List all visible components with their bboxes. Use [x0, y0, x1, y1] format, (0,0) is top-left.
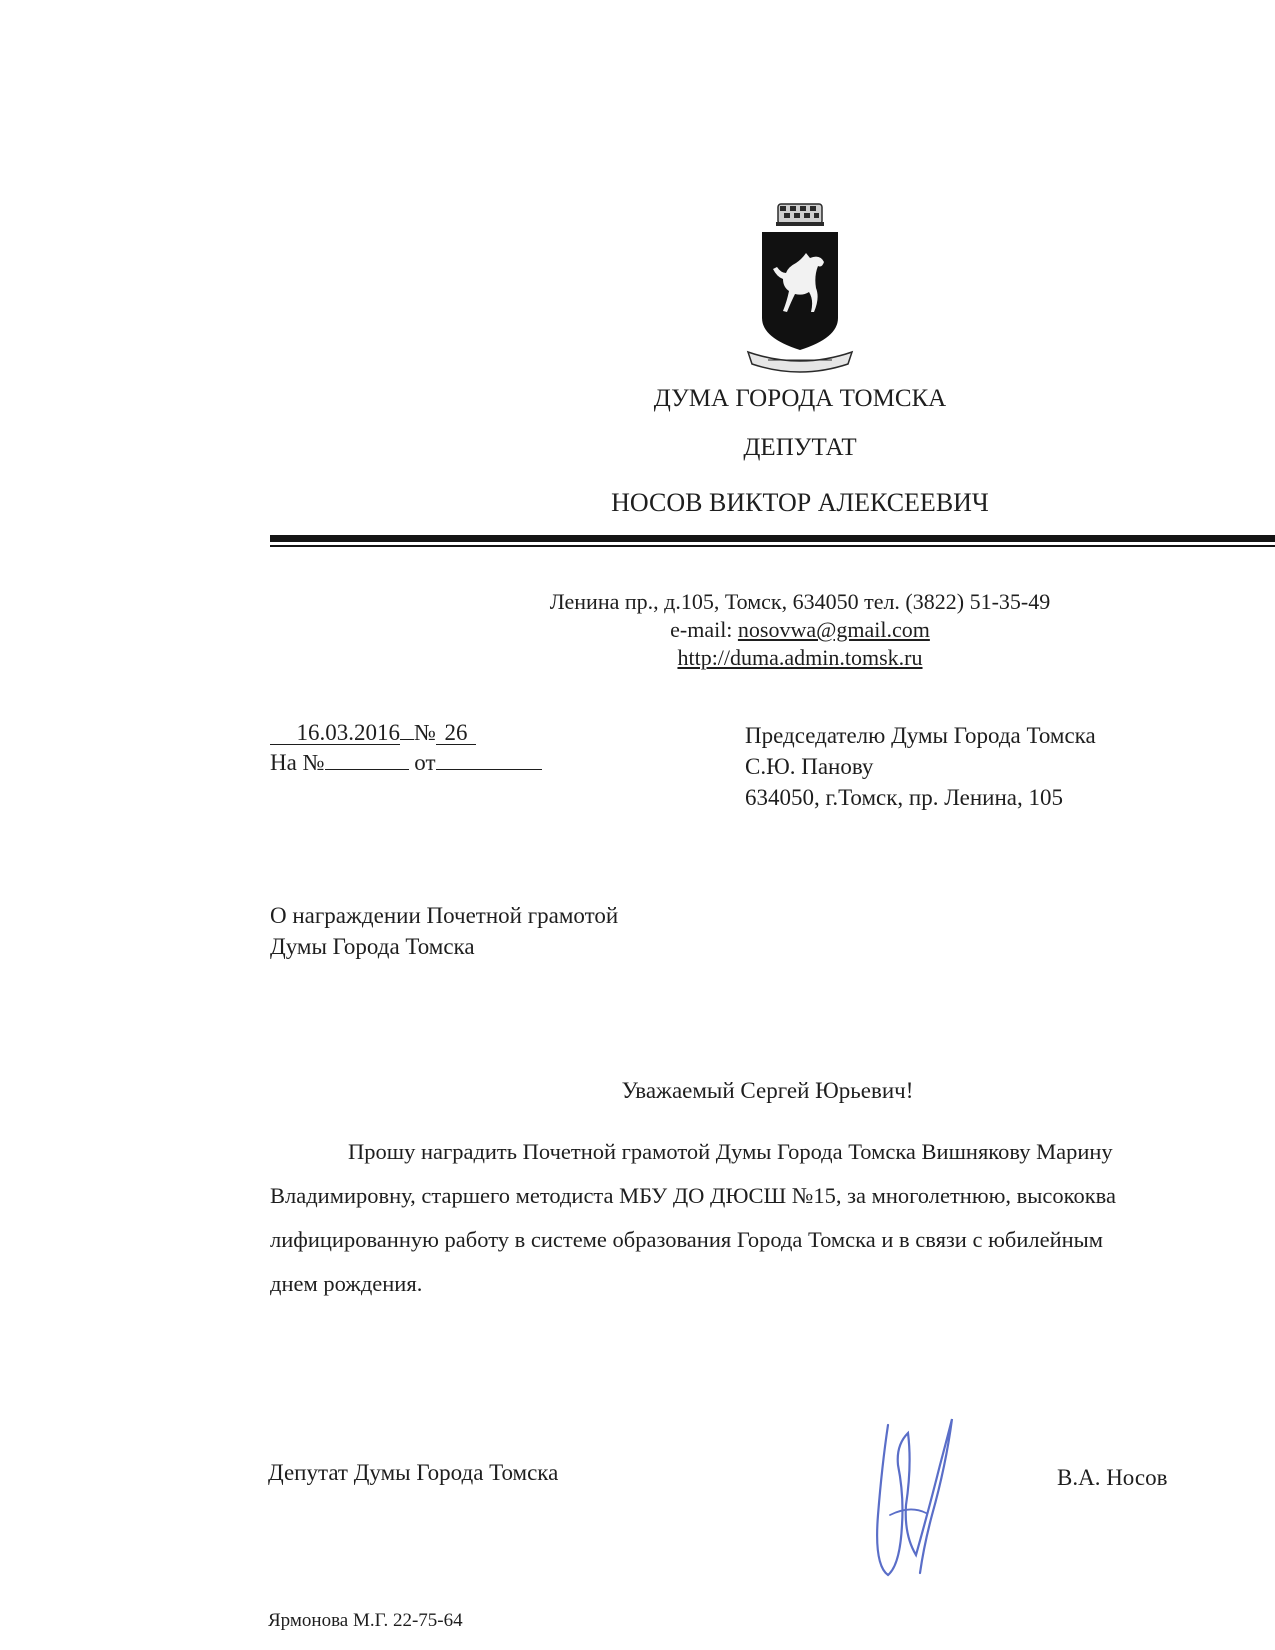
subject-block	[270, 900, 618, 962]
recipient-name: С.Ю. Панову	[745, 754, 874, 779]
executor-note: Ярмонова М.Г. 22-75-64	[268, 1610, 463, 1631]
handwritten-signature-icon	[860, 1405, 970, 1580]
position-title: ДЕПУТАТ	[743, 434, 857, 461]
letter-body	[270, 1130, 1275, 1306]
tomsk-coat-of-arms-icon	[740, 200, 860, 378]
body-line: Владимировну, старшего методиста МБУ ДО ДЮСШ №15, за многолетнюю, высококва	[270, 1183, 1116, 1208]
recipient-address: 634050, г.Томск, пр. Ленина, 105	[745, 785, 1064, 810]
subject-line-1: О награждении Почетной грамотой	[270, 903, 619, 928]
signer-name: В.А. Носов	[1057, 1465, 1168, 1490]
subject-line-2: Думы Города Томска	[270, 934, 475, 959]
email-label: e-mail:	[670, 617, 738, 642]
address-line: Ленина пр., д.105, Томск, 634050 тел. (3822) 51-35-49	[549, 589, 1051, 614]
salutation: Уважаемый Сергей Юрьевич!	[621, 1078, 914, 1103]
deputy-name: НОСОВ ВИКТОР АЛЕКСЕЕВИЧ	[611, 488, 989, 517]
body-line: днем рождения.	[270, 1271, 423, 1296]
registration-block	[270, 718, 542, 778]
website-link[interactable]: http://duma.admin.tomsk.ru	[677, 645, 923, 670]
recipient-title: Председателю Думы Города Томска	[745, 723, 1096, 748]
recipient-block	[745, 720, 1096, 813]
from-label: от	[414, 750, 436, 775]
letter-number: 26	[436, 722, 476, 745]
body-line: лифицированную работу в системе образования Города Томска и в связи с юбилейным	[270, 1227, 1104, 1252]
number-label: №	[414, 720, 436, 745]
signatory-title: Депутат Думы Города Томска	[268, 1460, 559, 1485]
email-link[interactable]: nosovwa@gmail.com	[737, 617, 930, 642]
letter-date: 16.03.2016	[270, 722, 400, 745]
body-line: Прошу наградить Почетной грамотой Думы Города Томска Вишнякову Марину	[348, 1139, 1113, 1164]
organization-title: ДУМА ГОРОДА ТОМСКА	[653, 385, 947, 412]
contact-block	[470, 588, 1130, 672]
email-line	[470, 616, 1130, 644]
reply-label: На №	[270, 750, 325, 775]
